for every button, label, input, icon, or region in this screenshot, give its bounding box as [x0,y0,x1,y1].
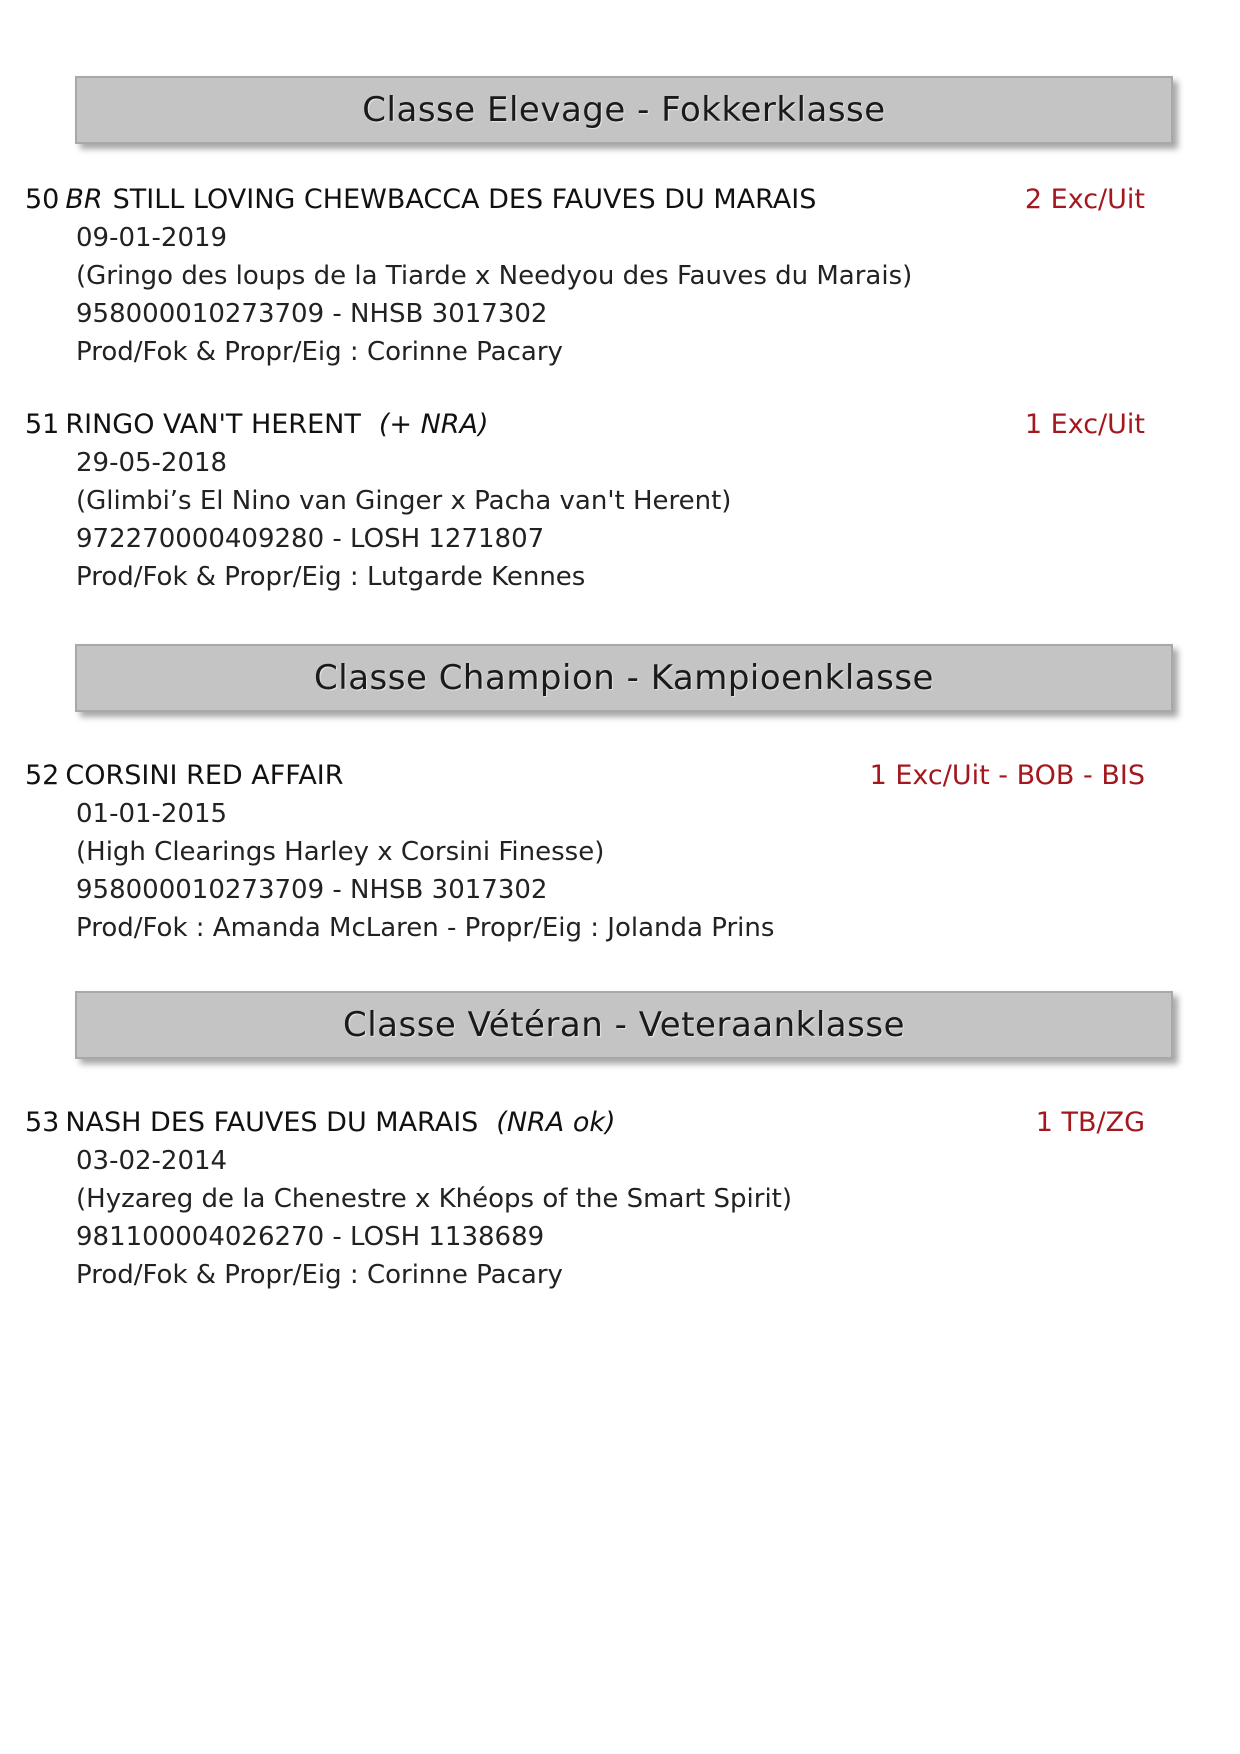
breeder-owner: Prod/Fok : Amanda McLaren - Propr/Eig : Jolanda Prins [76,913,775,943]
entry-number: 50 [25,184,60,215]
registration: 958000010273709 - NHSB 3017302 [76,299,548,329]
registration: 972270000409280 - LOSH 1271807 [76,524,545,554]
entry-52 [25,757,1145,947]
section-title: Classe Champion - Kampioenklasse [314,658,934,698]
birth-date: 29-05-2018 [76,448,228,478]
entry-prefix: BR [65,184,103,215]
section-header-champion [75,644,1173,712]
section-header-veteran [75,991,1173,1059]
registration: 981100004026270 - LOSH 1138689 [76,1222,545,1252]
entry-result: 2 Exc/Uit [1024,184,1145,215]
section-title: Classe Elevage - Fokkerklasse [362,90,886,130]
entry-heading [25,757,1145,795]
entry-53 [25,1104,1145,1294]
section-header-elevage [75,76,1173,144]
entry-result: 1 Exc/Uit [1024,409,1145,440]
entry-number: 52 [25,760,60,791]
breeder-owner: Prod/Fok & Propr/Eig : Corinne Pacary [76,337,563,367]
entry-note: (+ NRA) [378,409,489,440]
birth-date: 03-02-2014 [76,1146,228,1176]
entry-note: (NRA ok) [496,1107,616,1138]
entry-number: 51 [25,409,60,440]
entry-50 [25,181,1145,371]
parents: (Gringo des loups de la Tiarde x Needyou des Fauves du Marais) [76,261,913,291]
entry-51 [25,406,1145,596]
breeder-owner: Prod/Fok & Propr/Eig : Lutgarde Kennes [76,562,586,592]
parents: (Glimbi’s El Nino van Ginger x Pacha van't Herent) [76,486,732,516]
dog-name: STILL LOVING CHEWBACCA DES FAUVES DU MARAIS [112,184,817,215]
entry-result: 1 TB/ZG [1035,1107,1145,1138]
entry-heading [25,181,1145,219]
parents: (High Clearings Harley x Corsini Finesse) [76,837,605,867]
dog-name: RINGO VAN'T HERENT [65,409,361,440]
birth-date: 01-01-2015 [76,799,228,829]
dog-name: CORSINI RED AFFAIR [65,760,344,791]
parents: (Hyzareg de la Chenestre x Khéops of the Smart Spirit) [76,1184,793,1214]
registration: 958000010273709 - NHSB 3017302 [76,875,548,905]
dog-name: NASH DES FAUVES DU MARAIS [65,1107,479,1138]
entry-heading [25,1104,1145,1142]
breeder-owner: Prod/Fok & Propr/Eig : Corinne Pacary [76,1260,563,1290]
entry-result: 1 Exc/Uit - BOB - BIS [869,760,1145,791]
birth-date: 09-01-2019 [76,223,228,253]
section-title: Classe Vétéran - Veteraanklasse [342,1005,905,1045]
entry-heading [25,406,1145,444]
entry-number: 53 [25,1107,60,1138]
